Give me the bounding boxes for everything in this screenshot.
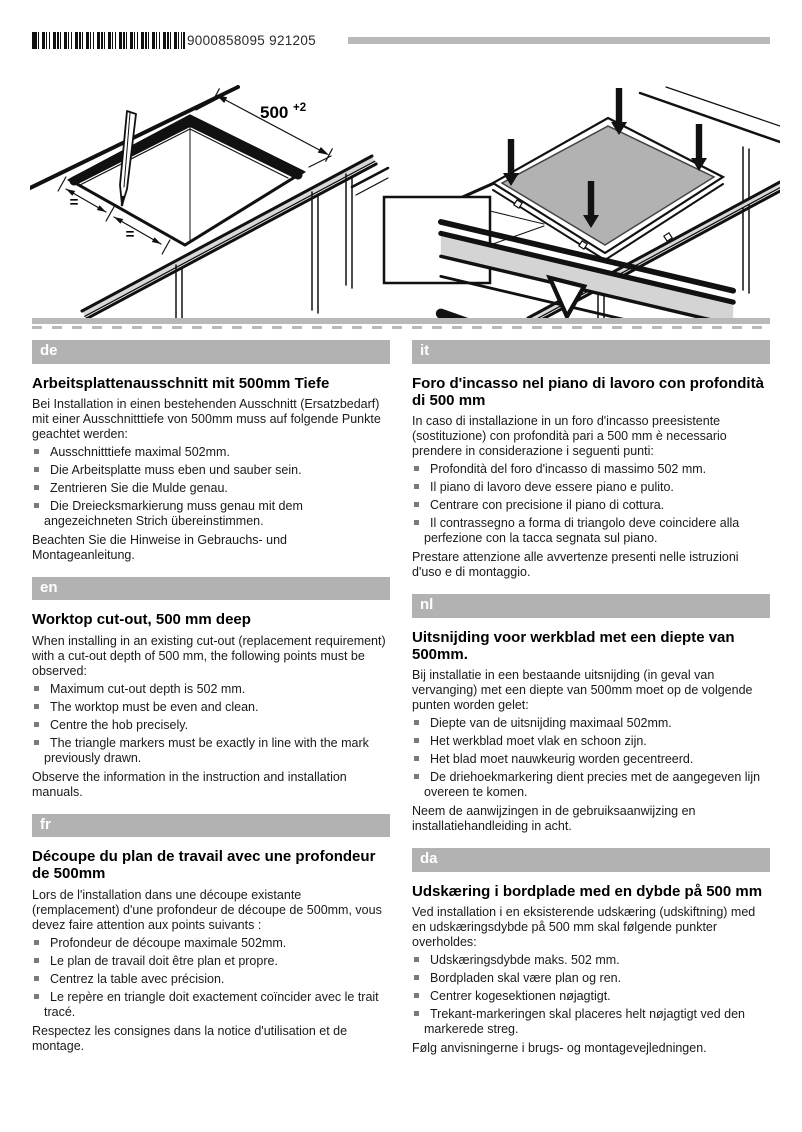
bullet-item: Il piano di lavoro deve essere piano e pulito. — [412, 480, 770, 495]
bullet-list — [32, 936, 390, 1020]
bullet-list — [32, 682, 390, 766]
section-nl — [412, 594, 770, 834]
bullet-list — [412, 462, 770, 546]
bullet-list — [412, 953, 770, 1037]
bullet-item: Profondità del foro d'incasso di massimo 502 mm. — [412, 462, 770, 477]
hob-placement-diagram — [378, 85, 780, 320]
figure-hob-placement — [378, 85, 780, 320]
bullet-item: Centrez la table avec précision. — [32, 972, 390, 987]
dimension-label: 500 — [260, 103, 289, 122]
bullet-item: Centrare con precisione il piano di cottura. — [412, 498, 770, 513]
bullet-item: Het blad moet nauwkeurig worden gecentreerd. — [412, 752, 770, 767]
bullet-item: The triangle markers must be exactly in line with the mark previously drawn. — [32, 736, 390, 766]
bullet-item: Die Arbeitsplatte muss eben und sauber sein. — [32, 463, 390, 478]
column-right — [412, 340, 770, 1068]
bullet-list — [412, 716, 770, 800]
equal-mark-1: = — [69, 194, 79, 211]
bullet-item: Udskæringsdybde maks. 502 mm. — [412, 953, 770, 968]
section-note: Følg anvisningerne i brugs- og montagevejledningen. — [412, 1040, 707, 1055]
cutout-diagram — [30, 85, 390, 320]
equal-mark-2: = — [125, 226, 135, 243]
bullet-item: Trekant-markeringen skal placeres helt nøjagtigt ved den markerede streg. — [412, 1007, 770, 1037]
section-heading: Arbeitsplattenausschnitt mit 500mm Tiefe — [32, 374, 330, 392]
language-badge-en: en — [32, 577, 390, 601]
bullet-item: Profondeur de découpe maximale 502mm. — [32, 936, 390, 951]
section-heading: Découpe du plan de travail avec une profondeur de 500mm — [32, 848, 376, 883]
bullet-item: Diepte van de uitsnijding maximaal 502mm. — [412, 716, 770, 731]
text-columns — [32, 340, 770, 1068]
section-fr — [32, 814, 390, 1054]
language-badge-de: de — [32, 340, 390, 364]
bullet-item: Zentrieren Sie die Mulde genau. — [32, 481, 390, 496]
column-left — [32, 340, 390, 1066]
triangle-marker-icon — [550, 278, 584, 317]
bullet-item: Centre the hob precisely. — [32, 718, 390, 733]
section-note: Observe the information in the instruction and installation manuals. — [32, 769, 347, 799]
section-note: Beachten Sie die Hinweise in Gebrauchs- und Montageanleitung. — [32, 532, 288, 562]
section-note: Respectez les consignes dans la notice d'utilisation et de montage. — [32, 1023, 348, 1053]
bullet-item: Het werkblad moet vlak en schoon zijn. — [412, 734, 770, 749]
divider-bar — [32, 318, 770, 324]
dimension-tolerance: +2 — [293, 102, 307, 114]
section-divider — [32, 318, 770, 329]
section-intro: In caso di installazione in un foro d'incasso preesistente (sostituzione) con profondità pari a 500 mm è necessario prendere in considerazione i seguenti punti: — [412, 414, 727, 458]
gray-bar — [348, 37, 770, 44]
section-heading: Udskæring i bordplade med en dybde på 500 mm — [412, 882, 763, 900]
section-intro: Bij installatie in een bestaande uitsnijding (in geval van vervanging) met een diepte van 500mm moet op de volgende punten worden gelet: — [412, 668, 753, 712]
section-note: Prestare attenzione alle avvertenze presenti nelle istruzioni d'uso e di montaggio. — [412, 550, 739, 579]
divider-dashes — [32, 326, 770, 329]
section-de — [32, 340, 390, 563]
bullet-item: Die Dreiecksmarkierung muss genau mit dem angezeichneten Strich übereinstimmen. — [32, 499, 390, 529]
bullet-item: Le plan de travail doit être plan et propre. — [32, 954, 390, 969]
section-en — [32, 577, 390, 800]
language-badge-da: da — [412, 848, 770, 872]
language-badge-fr: fr — [32, 814, 390, 838]
bullet-item: Bordpladen skal være plan og ren. — [412, 971, 770, 986]
section-it — [412, 340, 770, 580]
section-intro: When installing in an existing cut-out (replacement requirement) with a cut-out depth of 500 mm, the following points must be observed: — [32, 633, 386, 678]
figure-cutout-dimensions — [30, 85, 390, 320]
language-badge-nl: nl — [412, 594, 770, 618]
bullet-item: Centrer kogesektionen nøjagtigt. — [412, 989, 770, 1004]
top-bar — [32, 30, 770, 50]
section-heading: Uitsnijding voor werkblad met een diepte van 500mm. — [412, 628, 735, 663]
section-heading: Worktop cut-out, 500 mm deep — [32, 611, 251, 629]
barcode — [32, 32, 185, 49]
bullet-item: The worktop must be even and clean. — [32, 700, 390, 715]
hob — [493, 118, 723, 260]
bullet-item: De driehoekmarkering dient precies met de aangegeven lijn overeen te komen. — [412, 770, 770, 800]
bullet-list — [32, 445, 390, 529]
section-intro: Bei Installation in einen bestehenden Ausschnitt (Ersatzbedarf) mit einer Ausschnitttiefe von 500mm muss auf folgende Punkte geachtet werden: — [32, 396, 381, 441]
section-intro: Ved installation i en eksisterende udskæring (udskiftning) med en udskæringsdybde på 500 mm skal følgende punkter overholdes: — [412, 904, 756, 949]
bullet-item: Le repère en triangle doit exactement coïncider avec le trait tracé. — [32, 990, 390, 1020]
barcode-number: 9000858095 921205 — [187, 32, 316, 48]
section-da — [412, 848, 770, 1056]
section-intro: Lors de l'installation dans une découpe existante (remplacement) d'une profondeur de découpe de 500mm, vous devez faire attention aux points suivants : — [32, 887, 382, 932]
bullet-item: Ausschnitttiefe maximal 502mm. — [32, 445, 390, 460]
worktop-cutout — [70, 116, 303, 245]
section-note: Neem de aanwijzingen in de gebruiksaanwijzing en installatiehandleiding in acht. — [412, 804, 696, 833]
section-heading: Foro d'incasso nel piano di lavoro con profondità di 500 mm — [412, 374, 764, 409]
language-badge-it: it — [412, 340, 770, 364]
bullet-item: Maximum cut-out depth is 502 mm. — [32, 682, 390, 697]
bullet-item: Il contrassegno a forma di triangolo deve coincidere alla perfezione con la tacca segnata sul piano. — [412, 516, 770, 546]
